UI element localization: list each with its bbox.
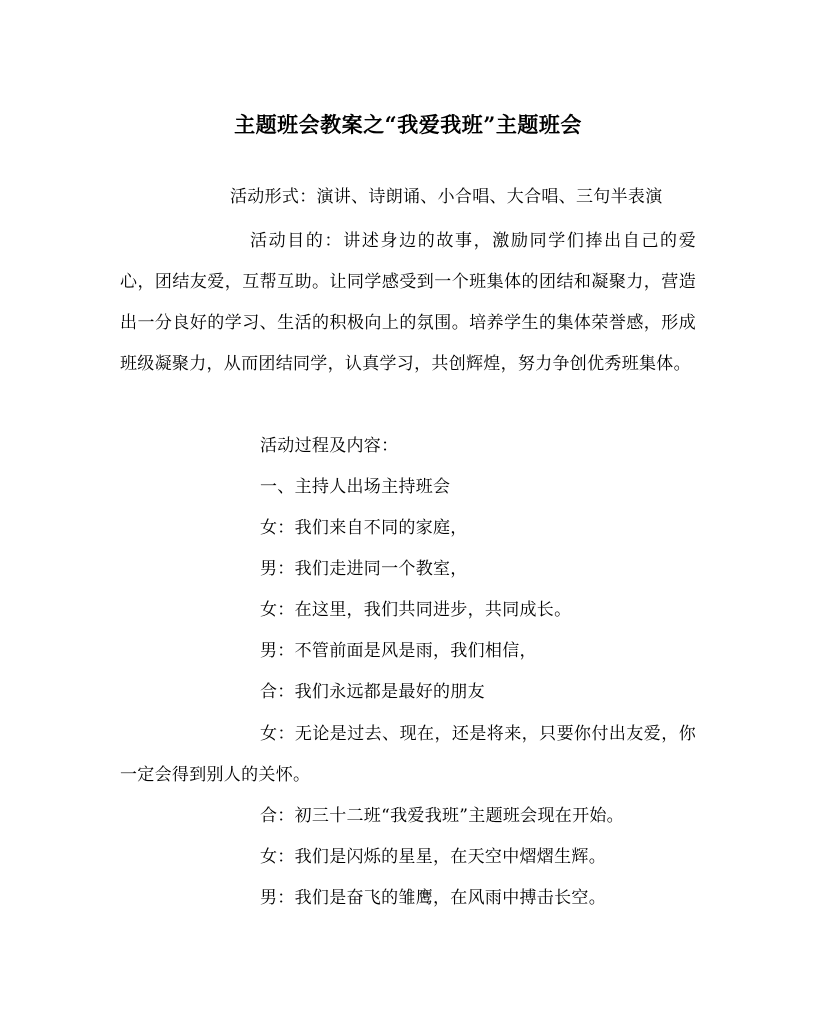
dialogue-line-8: 女：我们是闪烁的星星，在天空中熠熠生辉。 xyxy=(260,847,606,867)
dialogue-line-9: 男：我们是奋飞的雏鹰，在风雨中搏击长空。 xyxy=(260,888,606,908)
dialogue-line-3: 女：在这里，我们共同进步，共同成长。 xyxy=(260,600,572,620)
dialogue-line-6: 女：无论是过去、现在，还是将来，只要你付出友爱，你一定会得到别人的关怀。 xyxy=(120,724,696,785)
activity-purpose-paragraph: 活动目的：讲述身边的故事，激励同学们捧出自己的爱心，团结友爱，互帮互助。让同学感受到一个班集体的团结和凝聚力，营造出一分良好的学习、生活的积极向上的氛围。培养学生的集体荣誉感，形成班级凝聚力，从而团结同学，认真学习，共创辉煌，努力争创优秀班集体。 xyxy=(120,231,696,374)
document-title: 主题班会教案之“我爱我班”主题班会 xyxy=(234,112,582,137)
step-one-heading: 一、主持人出场主持班会 xyxy=(260,477,451,497)
activity-process-heading: 活动过程及内容： xyxy=(260,436,399,456)
dialogue-line-7: 合：初三十二班“我爱我班”主题班会现在开始。 xyxy=(260,806,624,826)
dialogue-line-1: 女：我们来自不同的家庭， xyxy=(260,518,468,538)
activity-form-line: 活动形式：演讲、诗朗诵、小合唱、大合唱、三句半表演 xyxy=(230,187,663,207)
dialogue-line-5: 合：我们永远都是最好的朋友 xyxy=(260,682,485,702)
dialogue-line-4: 男：不管前面是风是雨，我们相信， xyxy=(260,641,537,661)
dialogue-line-2: 男：我们走进同一个教室， xyxy=(260,559,468,579)
